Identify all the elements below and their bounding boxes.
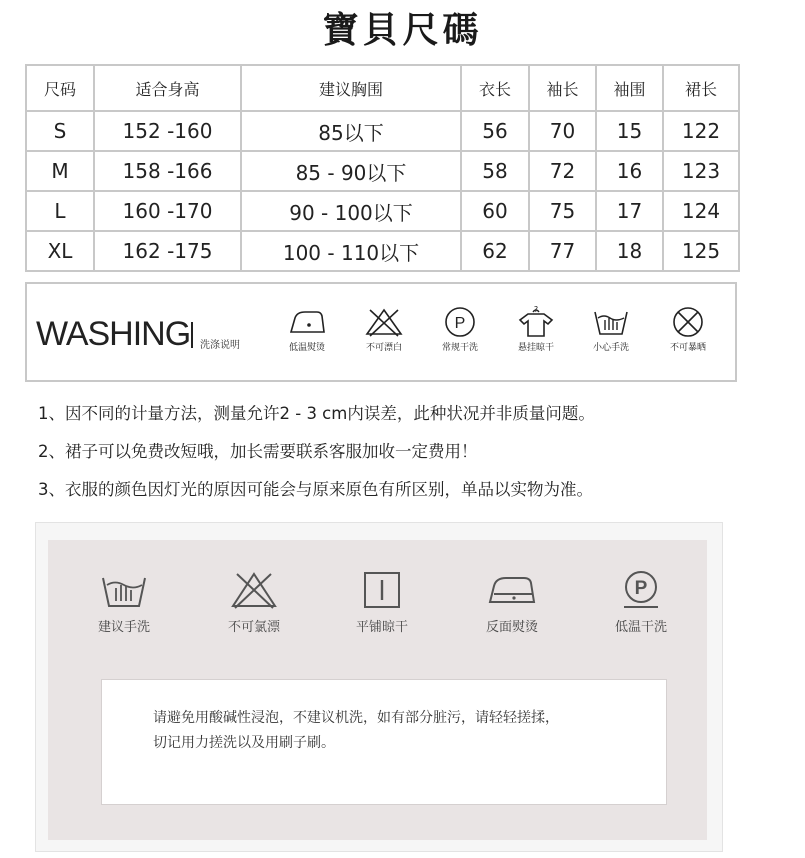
note-item: 2、裙子可以免费改短哦，加长需要联系客服加收一定费用！ (38, 442, 478, 461)
table-cell: M (26, 151, 94, 191)
wash-symbol-label: 小心手洗 (592, 343, 629, 353)
table-cell: 85以下 (241, 111, 461, 151)
table-header-cell: 衣长 (461, 65, 529, 111)
table-cell: 58 (461, 151, 529, 191)
washing-divider (191, 322, 193, 348)
table-row (26, 191, 739, 231)
no-tumble-dry-icon (668, 306, 708, 338)
table-cell: 70 (529, 111, 596, 151)
size-chart-table (25, 64, 740, 272)
wash-symbol (431, 306, 489, 353)
table-row (26, 111, 739, 151)
wash-symbol (278, 306, 336, 353)
table-cell: L (26, 191, 94, 231)
svg-text:P: P (634, 578, 648, 599)
table-cell: 62 (461, 231, 529, 271)
table-cell: 124 (663, 191, 739, 231)
table-cell: 123 (663, 151, 739, 191)
table-header-cell: 适合身高 (94, 65, 241, 111)
washing-subtitle: 洗涤说明 (200, 340, 240, 351)
table-cell: 152 -160 (94, 111, 241, 151)
care-symbol (69, 570, 179, 635)
hang-dry-icon (516, 306, 556, 338)
table-cell: 60 (461, 191, 529, 231)
table-cell: 125 (663, 231, 739, 271)
wash-symbol-label: 不可漂白 (365, 343, 402, 353)
table-header-cell: 袖长 (529, 65, 596, 111)
svg-text:?: ? (533, 306, 539, 314)
wash-symbol-label: 不可暴晒 (669, 343, 706, 353)
iron-low-icon (287, 306, 327, 338)
care-symbol-label: 建议手洗 (97, 620, 150, 635)
flat-dry-icon (357, 570, 407, 610)
care-symbol (457, 570, 567, 635)
care-symbol (327, 570, 437, 635)
care-instructions-box (101, 679, 667, 805)
table-cell: 72 (529, 151, 596, 191)
table-row (26, 231, 739, 271)
notes-list (38, 402, 595, 516)
care-symbol-label: 低温干洗 (614, 620, 667, 635)
table-cell: 56 (461, 111, 529, 151)
dry-clean-low-icon (616, 570, 666, 610)
wash-symbol (659, 306, 717, 353)
care-instructions-text (153, 706, 653, 756)
wash-symbol-label: 低温熨烫 (288, 343, 325, 353)
page-title: 寶貝尺碼 (322, 9, 483, 51)
wash-symbol (507, 306, 565, 353)
svg-text:P: P (454, 315, 466, 332)
table-cell: 100 - 110以下 (241, 231, 461, 271)
wash-symbol-label: 常规干洗 (441, 343, 478, 353)
table-cell: 158 -166 (94, 151, 241, 191)
table-cell: 15 (596, 111, 663, 151)
table-cell: 16 (596, 151, 663, 191)
table-cell: 85 - 90以下 (241, 151, 461, 191)
wash-symbol-label: 悬挂晾干 (517, 343, 554, 353)
care-symbol (199, 570, 309, 635)
table-header-cell: 裙长 (663, 65, 739, 111)
table-cell: 75 (529, 191, 596, 231)
no-chlorine-bleach-icon (229, 570, 279, 610)
care-symbol-label: 反面熨烫 (485, 620, 538, 635)
care-symbol-label: 平铺晾干 (355, 620, 408, 635)
washing-title: WASHING (36, 315, 191, 353)
table-row (26, 151, 739, 191)
table-header-cell: 建议胸围 (241, 65, 461, 111)
wash-symbol (355, 306, 413, 353)
wash-symbol (582, 306, 640, 353)
note-item: 3、衣服的颜色因灯光的原因可能会与原来原色有所区别，单品以实物为准。 (38, 480, 593, 499)
note-item: 1、因不同的计量方法，测量允许2 - 3 cm内误差，此种状况并非质量问题。 (38, 404, 595, 423)
care-symbol-label: 不可氯漂 (227, 620, 280, 635)
table-cell: XL (26, 231, 94, 271)
hand-wash-icon (99, 570, 149, 610)
table-cell: 122 (663, 111, 739, 151)
table-cell: 90 - 100以下 (241, 191, 461, 231)
table-header-row (26, 65, 739, 111)
table-cell: S (26, 111, 94, 151)
table-header-cell: 袖围 (596, 65, 663, 111)
table-cell: 162 -175 (94, 231, 241, 271)
table-cell: 160 -170 (94, 191, 241, 231)
no-bleach-icon (364, 306, 404, 338)
table-cell: 17 (596, 191, 663, 231)
care-text-line: 切记用力搓洗以及用刷子刷。 (153, 735, 335, 751)
iron-reverse-icon (484, 570, 540, 610)
table-cell: 77 (529, 231, 596, 271)
care-symbol (586, 570, 696, 635)
hand-wash-icon (591, 306, 631, 338)
table-header-cell: 尺码 (26, 65, 94, 111)
table-cell: 18 (596, 231, 663, 271)
dry-clean-p-icon (440, 306, 480, 338)
care-text-line: 请避免用酸碱性浸泡，不建议机洗，如有部分脏污，请轻轻搓揉， (153, 710, 559, 726)
washing-panel (25, 282, 737, 382)
